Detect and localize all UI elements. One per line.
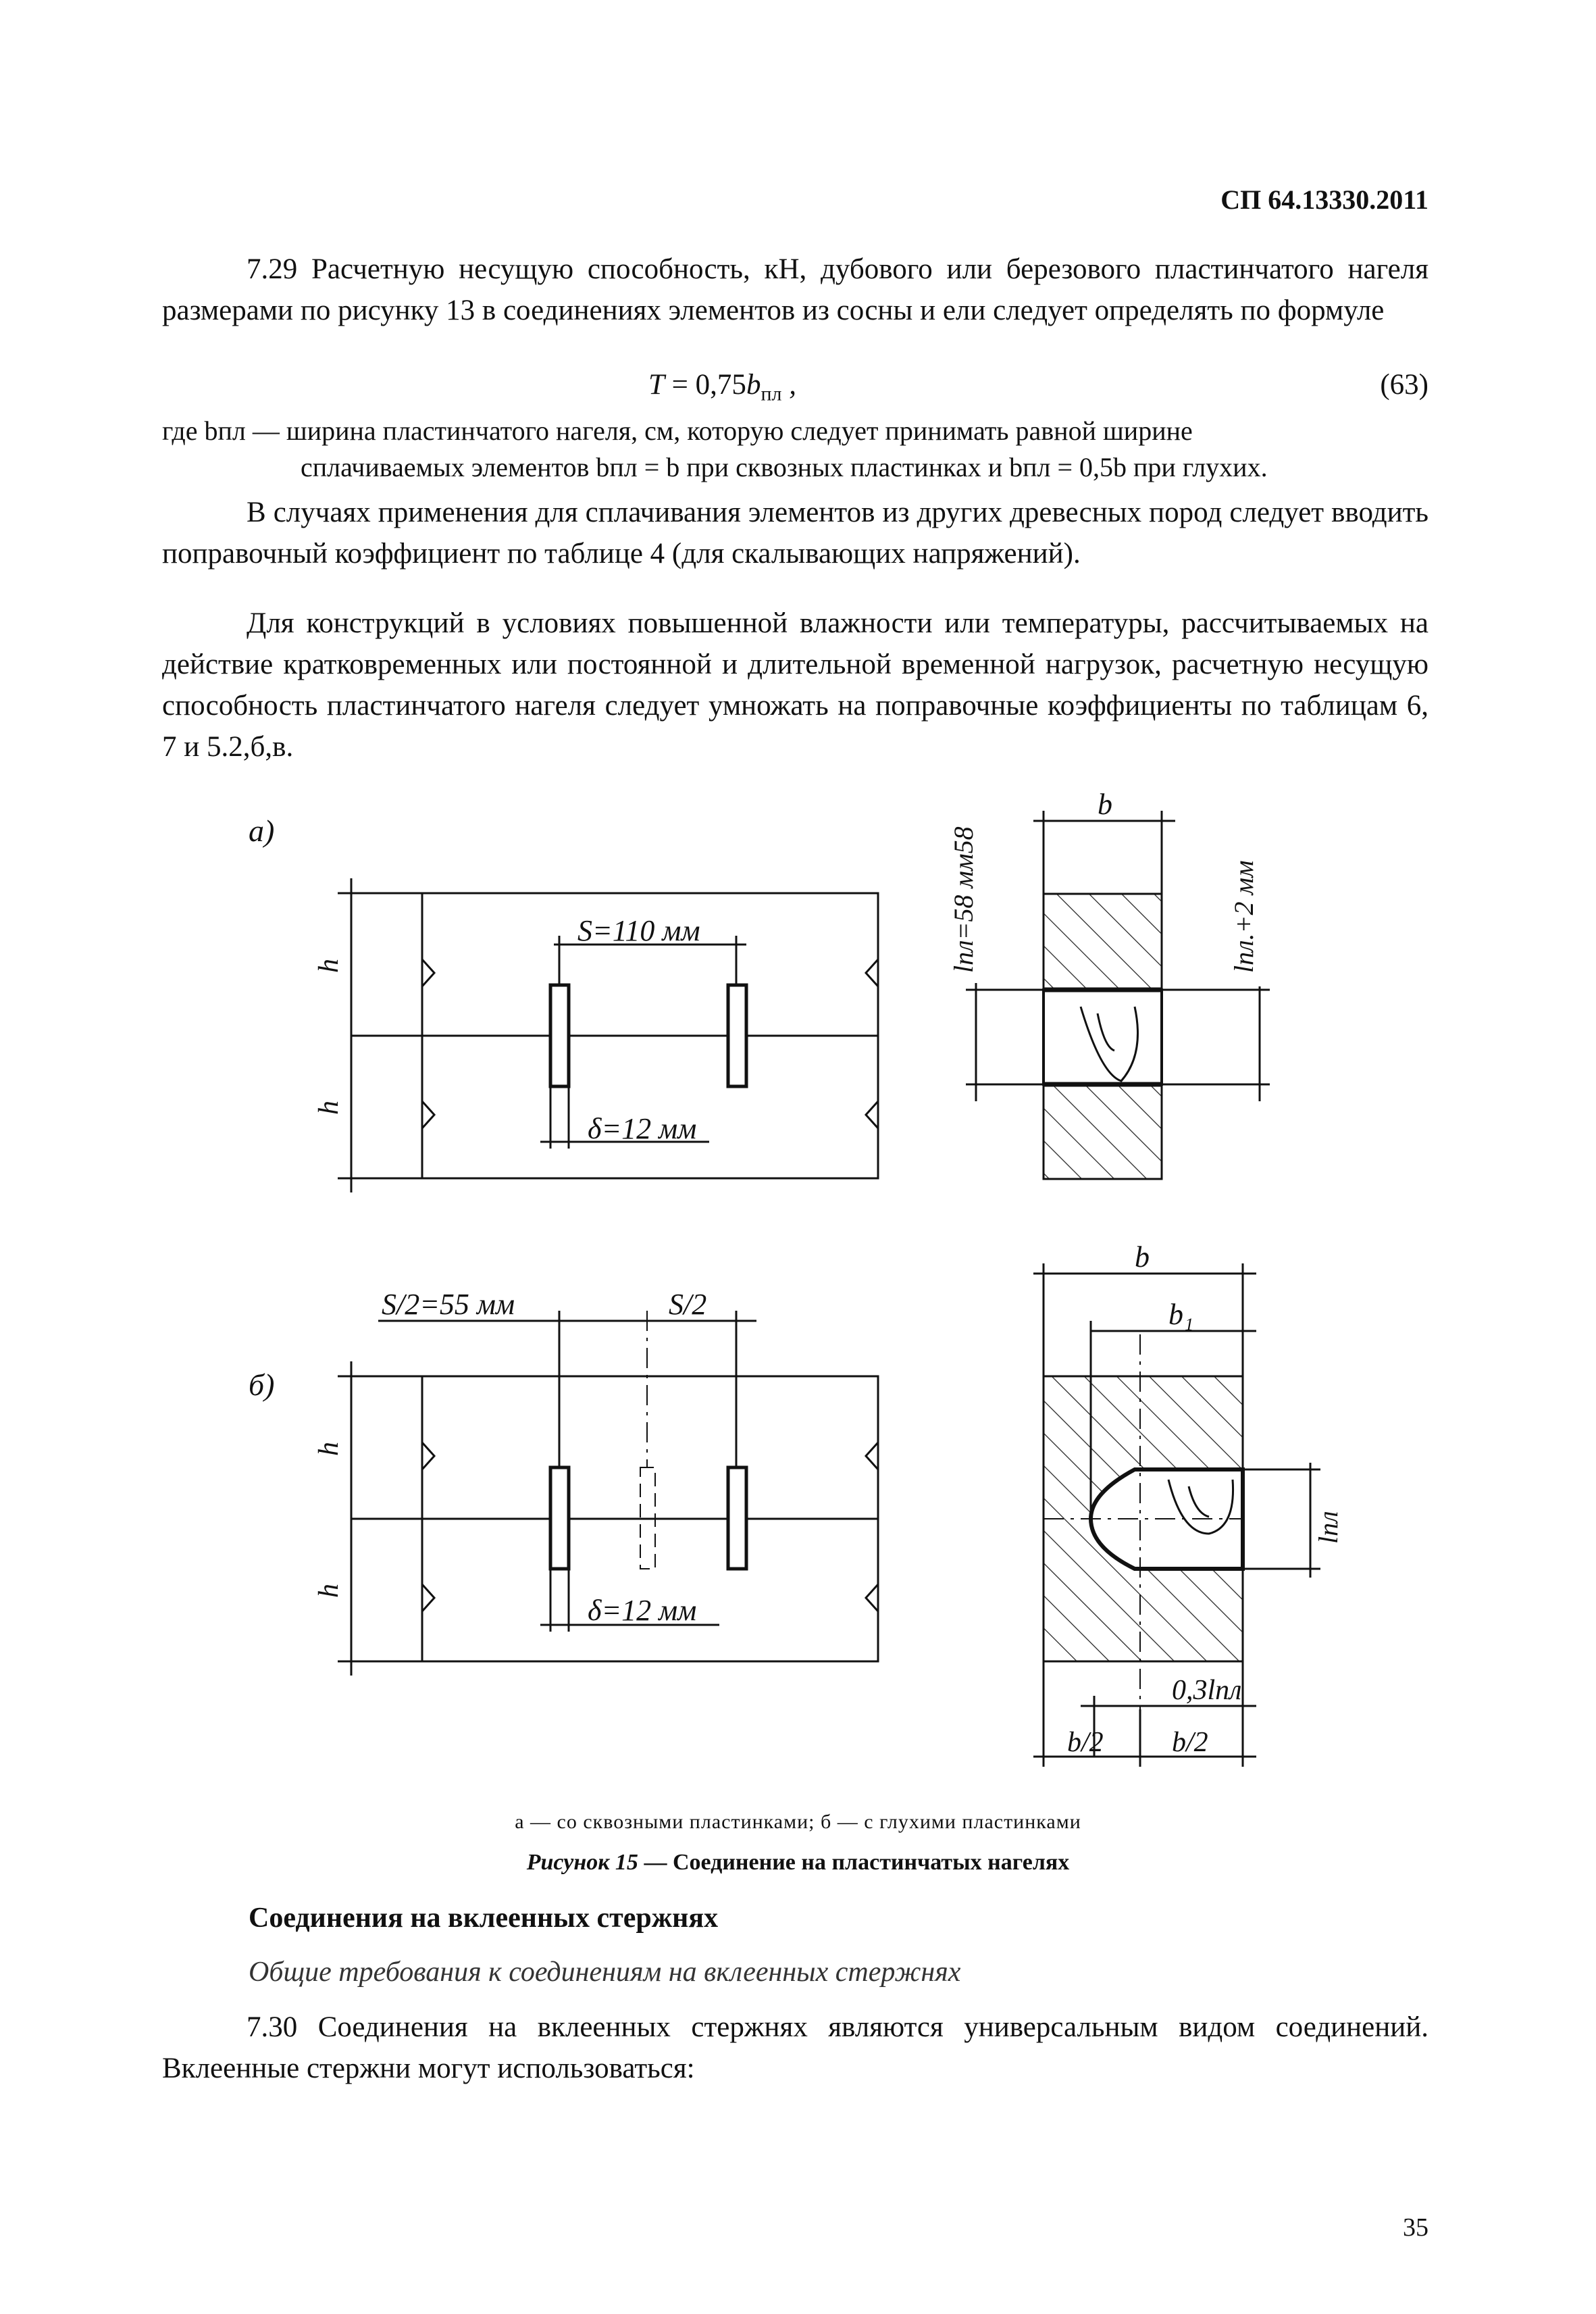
dim-b-b: b (1135, 1240, 1150, 1274)
figure-label-a: а) (249, 813, 275, 848)
dim-b-half-left: b/2 (1067, 1727, 1104, 1758)
dim-h-top-b: h (313, 1442, 344, 1456)
subsection-title: Общие требования к соединениям на вклеенных стержнях (249, 1957, 961, 1988)
dim-b-a: b (1098, 788, 1112, 821)
clause-7-30: 7.30 Соединения на вклеенных стержнях являются универсальным видом соединений. Вклеенные стержни могут использоваться: (162, 2011, 1428, 2084)
dim-s2-55: S/2=55 мм (382, 1288, 515, 1321)
dim-b-half-right: b/2 (1172, 1727, 1208, 1758)
page-number: 35 (1403, 2213, 1428, 2242)
dim-b1: b₁ (1168, 1298, 1194, 1331)
dim-delta-a: δ=12 мм (588, 1112, 697, 1145)
dim-lpl-58: lпл=58 мм58 (948, 826, 979, 973)
paragraph-humidity: Для конструкций в условиях повышенной влажности или температуры, рассчитываемых на действие кратковременных или постоянной и длительной временной нагрузок, расчетную несущую способность пластинчатого нагеля следует умножать на поправочные коэффициенты по таблицам 6, 7 и 5.2,б,в. (162, 607, 1428, 763)
section-title: Соединения на вклеенных стержнях (249, 1903, 719, 1934)
figure-legend: а — со сквозными пластинками; б — с глухими пластинками (515, 1811, 1081, 1833)
equation-number: (63) (1380, 369, 1428, 401)
dim-h-bottom-b: h (313, 1584, 344, 1598)
figure-label-b: б) (249, 1367, 275, 1402)
where-line-1: где bпл — ширина пластинчатого нагеля, см, которую следует принимать равной ширине (162, 416, 1193, 446)
dim-lpl-b: lпл (1313, 1511, 1343, 1544)
dim-s2: S/2 (669, 1288, 707, 1321)
section-a (966, 811, 1270, 1179)
dim-h-top-a: h (313, 959, 344, 973)
dim-0-3lpl: 0,3lпл (1172, 1675, 1242, 1706)
formula-63: $T = 0,75b_{пл}$ , (648, 369, 796, 405)
figure-caption: Рисунок 15 — Соединение на пластинчатых нагелях (526, 1850, 1070, 1875)
dim-s110: S=110 мм (577, 914, 700, 947)
clause-7-29: 7.29 Расчетную несущую способность, кН, дубового или березового пластинчатого нагеля размерами по рисунку 13 в соединениях элементов из сосны и ели следует определять по формуле (162, 253, 1428, 326)
document-code: СП 64.13330.2011 (1220, 184, 1428, 215)
dim-delta-b: δ=12 мм (588, 1594, 697, 1627)
paragraph-other-species: В случаях применения для сплачивания элементов из других древесных пород следует вводить поправочный коэффициент по таблице 4 (для скалывающих напряжений). (162, 497, 1428, 570)
where-line-2: сплачиваемых элементов bпл = b при сквозных пластинках и bпл = 0,5b при глухих. (301, 452, 1268, 482)
dim-lpl-plus2: lпл.+2 мм (1229, 860, 1259, 973)
dim-h-bottom-a: h (313, 1101, 344, 1115)
